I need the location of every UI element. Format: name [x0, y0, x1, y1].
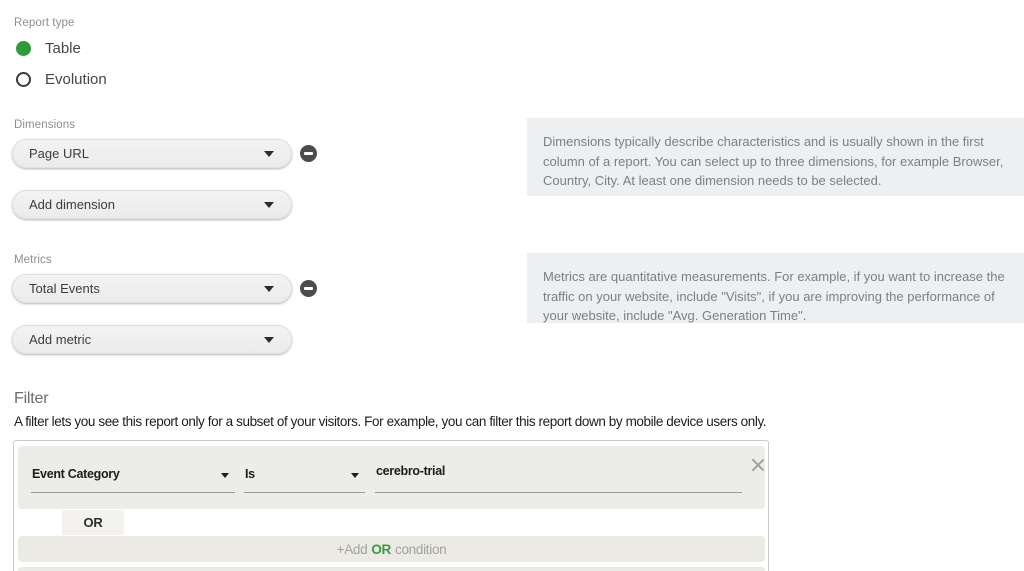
filter-builder-box [13, 440, 769, 571]
add-or-suffix: condition [395, 541, 447, 557]
chevron-down-icon [264, 151, 274, 157]
filter-description: A filter lets you see this report only for a subset of your visitors. For example, you can filter this report down by mobile device users only. [14, 414, 767, 429]
report-type-label: Report type [14, 17, 75, 29]
radio-report-type-table[interactable] [16, 40, 81, 57]
radio-selected-icon[interactable] [16, 41, 31, 56]
dimension-selected-value: Page URL [29, 146, 89, 161]
chevron-down-icon [264, 202, 274, 208]
chevron-down-icon [264, 286, 274, 292]
add-metric-label: Add metric [29, 332, 92, 347]
or-connector-badge: OR [62, 510, 124, 535]
radio-report-type-evolution[interactable] [16, 71, 107, 88]
add-or-condition-button[interactable] [18, 536, 765, 562]
dimension-select-dropdown[interactable] [12, 139, 292, 168]
metrics-section-label: Metrics [14, 254, 52, 266]
metric-select-dropdown[interactable] [12, 274, 292, 303]
filter-condition-row [18, 446, 765, 509]
chevron-down-icon [264, 337, 274, 343]
add-dimension-dropdown[interactable] [12, 190, 292, 219]
dimensions-section-label: Dimensions [14, 119, 76, 131]
add-or-keyword: OR [371, 541, 392, 557]
filter-operator-select[interactable] [244, 460, 365, 493]
filter-dimension-value: Event Category [32, 467, 120, 481]
remove-dimension-button[interactable] [300, 145, 317, 162]
add-or-prefix: +Add [336, 541, 368, 557]
add-metric-dropdown[interactable] [12, 325, 292, 354]
minus-icon [304, 152, 313, 155]
filter-operator-value: Is [245, 467, 255, 481]
metric-selected-value: Total Events [29, 281, 100, 296]
remove-condition-button[interactable] [749, 456, 767, 474]
radio-unselected-icon[interactable] [16, 72, 31, 87]
next-row-edge [18, 567, 765, 571]
metrics-help-text: Metrics are quantitative measurements. For example, if you want to increase the traffic on your website, include "Visits", if you are improving the performance of your website, include "Avg. Generation Time". [527, 253, 1024, 323]
filter-value-field [375, 460, 742, 493]
filter-dimension-select[interactable] [31, 460, 235, 493]
add-dimension-label: Add dimension [29, 197, 115, 212]
filter-section-title: Filter [14, 390, 49, 407]
dimensions-help-text: Dimensions typically describe characteristics and is usually shown in the first column of a report. You can select up to three dimensions, for example Browser, Country, City. At least one dimension needs to be selected. [527, 118, 1024, 196]
minus-icon [304, 287, 313, 290]
radio-table-label: Table [45, 40, 81, 57]
remove-metric-button[interactable] [300, 280, 317, 297]
radio-evolution-label: Evolution [45, 71, 107, 88]
chevron-down-icon [221, 473, 229, 478]
chevron-down-icon [351, 473, 359, 478]
filter-value-input[interactable] [376, 464, 736, 478]
